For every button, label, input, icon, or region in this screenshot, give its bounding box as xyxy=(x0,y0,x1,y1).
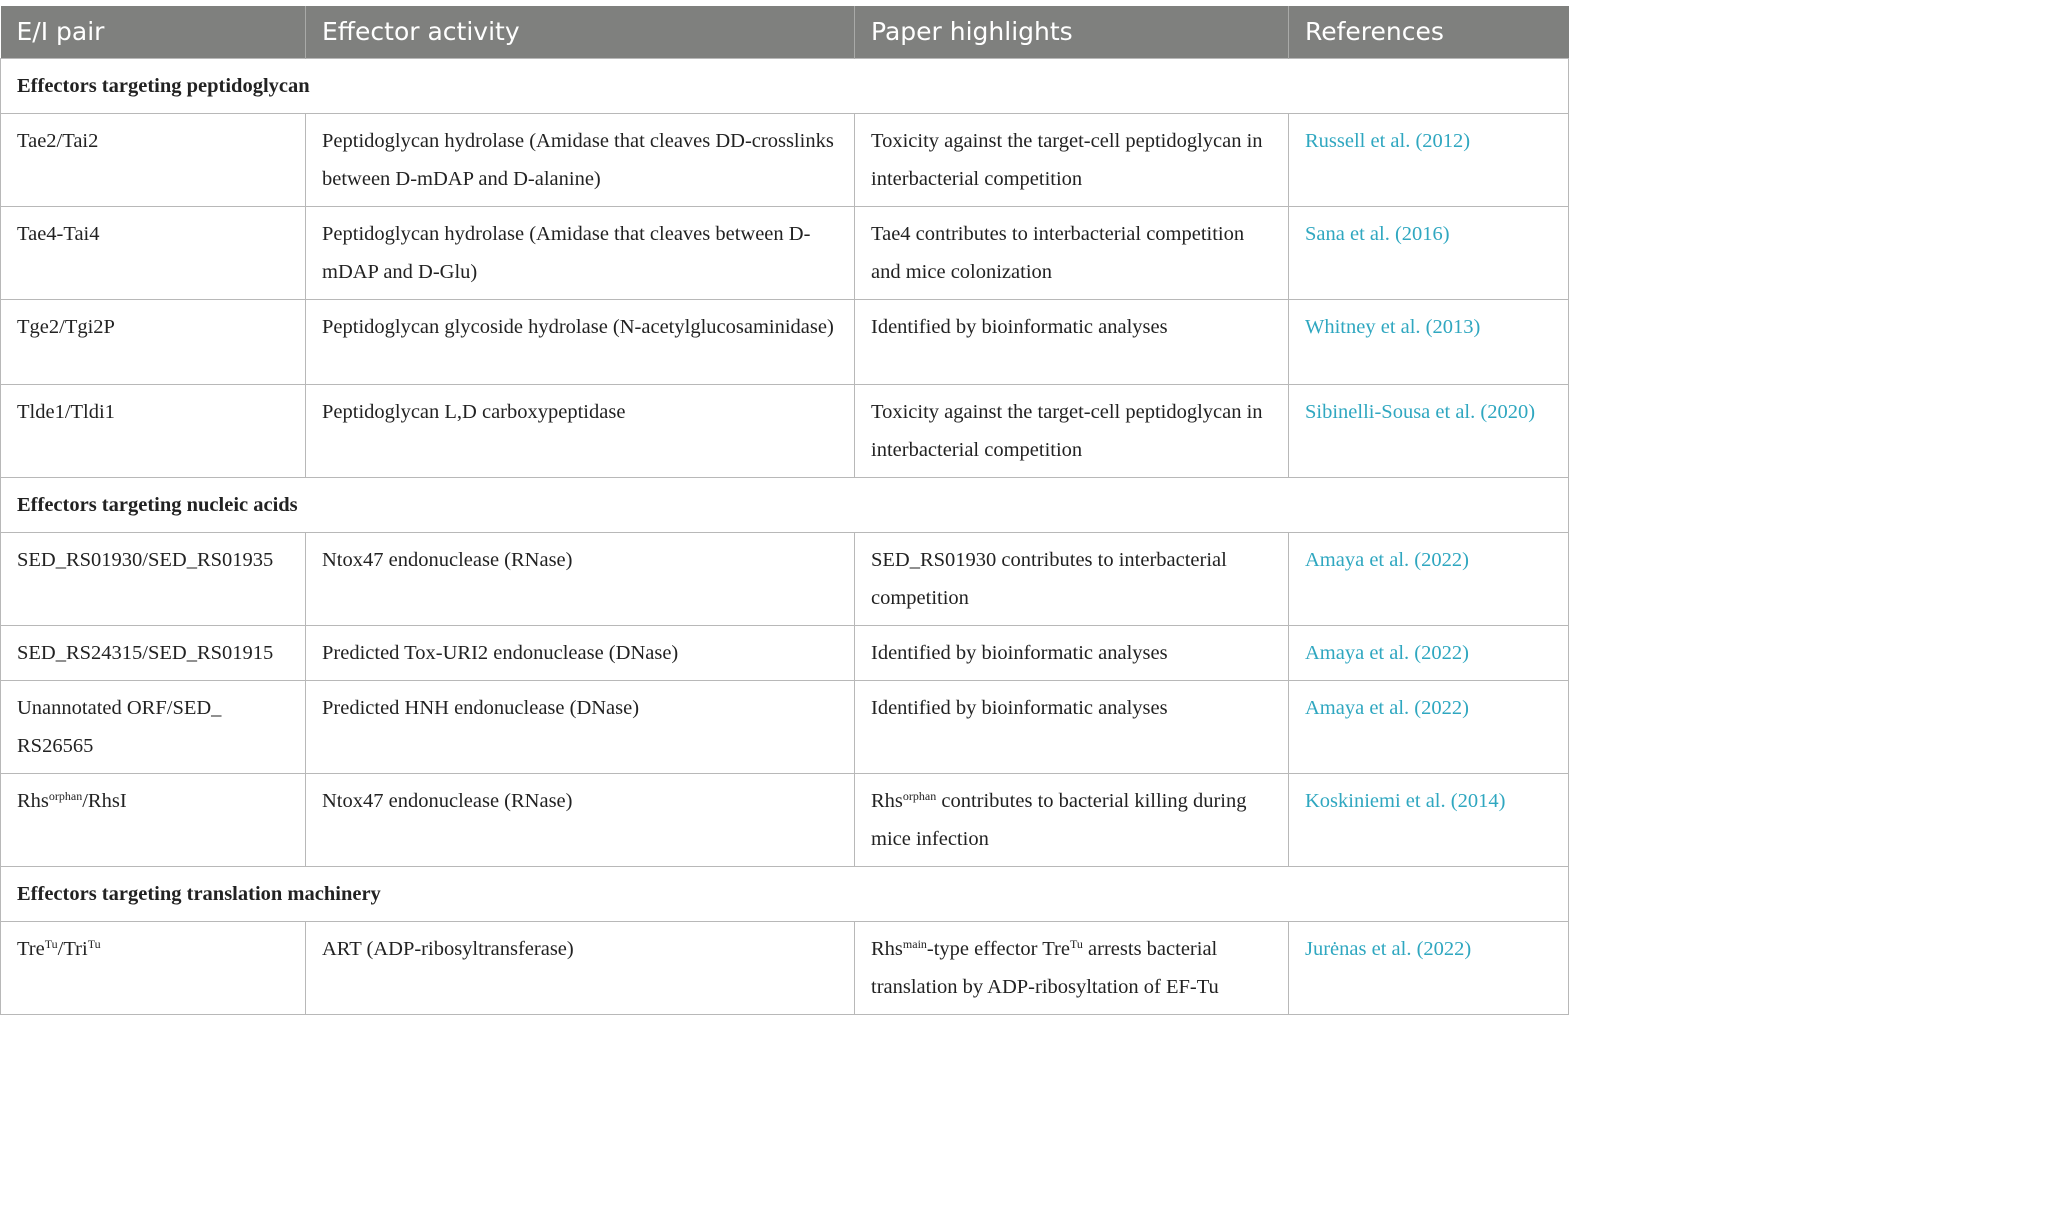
header-ei-pair: E/I pair xyxy=(1,6,306,58)
paper-highlights-cell: Identified by bioinformatic analyses xyxy=(855,299,1289,384)
table-row xyxy=(1,680,1569,773)
table-row xyxy=(1,113,1569,206)
effector-activity-cell: Predicted Tox-URI2 endonuclease (DNase) xyxy=(306,625,855,680)
table-row xyxy=(1,625,1569,680)
effector-activity-cell: Peptidoglycan L,D carboxypeptidase xyxy=(306,384,855,477)
section-row-nucleic-acids xyxy=(1,477,1569,532)
highlights-superscript-b: Tu xyxy=(1070,936,1083,951)
reference-link[interactable]: Sana et al. (2016) xyxy=(1289,206,1569,299)
ei-pair-cell: SED_RS01930/SED_RS01935 xyxy=(1,532,306,625)
ei-pair-tail: /RhsI xyxy=(82,789,127,812)
highlights-base: Rhs xyxy=(871,789,903,812)
table-row xyxy=(1,773,1569,866)
reference-link[interactable]: Sibinelli-Sousa et al. (2020) xyxy=(1289,384,1569,477)
highlights-superscript-a: main xyxy=(902,936,927,951)
section-row-peptidoglycan xyxy=(1,58,1569,113)
header-references: References xyxy=(1289,6,1569,58)
table-header-row xyxy=(1,6,1569,58)
ei-pair-part-b: /Tri xyxy=(57,937,88,960)
reference-link[interactable]: Whitney et al. (2013) xyxy=(1289,299,1569,384)
paper-highlights-cell: Toxicity against the target-cell peptidoglycan in interbacterial competition xyxy=(855,384,1289,477)
ei-pair-base: Rhs xyxy=(17,789,49,812)
header-paper-highlights: Paper highlights xyxy=(855,6,1289,58)
ei-pair-part-a: Tre xyxy=(17,937,45,960)
table-row xyxy=(1,921,1569,1014)
ei-pair-cell: Tae2/Tai2 xyxy=(1,113,306,206)
effector-activity-cell: Peptidoglycan hydrolase (Amidase that cleaves between D-mDAP and D-Glu) xyxy=(306,206,855,299)
highlights-superscript: orphan xyxy=(902,788,937,803)
effector-activity-cell: Peptidoglycan hydrolase (Amidase that cleaves DD-crosslinks between D-mDAP and D-alanine) xyxy=(306,113,855,206)
reference-link[interactable]: Koskiniemi et al. (2014) xyxy=(1289,773,1569,866)
paper-highlights-cell xyxy=(855,773,1289,866)
ei-pair-cell: Tlde1/Tldi1 xyxy=(1,384,306,477)
effector-activity-cell: ART (ADP-ribosyltransferase) xyxy=(306,921,855,1014)
reference-link[interactable]: Russell et al. (2012) xyxy=(1289,113,1569,206)
paper-highlights-cell: SED_RS01930 contributes to interbacterial competition xyxy=(855,532,1289,625)
paper-highlights-cell: Identified by bioinformatic analyses xyxy=(855,625,1289,680)
highlights-part-c: arrests bacterial translation by ADP-ribosyltation of EF-Tu xyxy=(871,937,1219,998)
effector-activity-cell: Ntox47 endonuclease (RNase) xyxy=(306,532,855,625)
highlights-part-b: -type effector Tre xyxy=(926,937,1070,960)
table-row xyxy=(1,532,1569,625)
effector-activity-cell: Peptidoglycan glycoside hydrolase (N-acetylglucosaminidase) xyxy=(306,299,855,384)
reference-link[interactable]: Amaya et al. (2022) xyxy=(1289,532,1569,625)
ei-pair-cell: SED_RS24315/SED_RS01915 xyxy=(1,625,306,680)
paper-highlights-cell xyxy=(855,921,1289,1014)
table-row xyxy=(1,384,1569,477)
effector-activity-cell: Predicted HNH endonuclease (DNase) xyxy=(306,680,855,773)
ei-pair-cell xyxy=(1,921,306,1014)
reference-link[interactable]: Amaya et al. (2022) xyxy=(1289,680,1569,773)
ei-pair-cell: Tae4-Tai4 xyxy=(1,206,306,299)
reference-link[interactable]: Amaya et al. (2022) xyxy=(1289,625,1569,680)
effector-activity-cell: Ntox47 endonuclease (RNase) xyxy=(306,773,855,866)
section-title: Effectors targeting peptidoglycan xyxy=(1,58,1569,113)
table-row xyxy=(1,206,1569,299)
ei-pair-cell xyxy=(1,773,306,866)
reference-link[interactable]: Jurėnas et al. (2022) xyxy=(1289,921,1569,1014)
section-title: Effectors targeting nucleic acids xyxy=(1,477,1569,532)
ei-pair-superscript-a: Tu xyxy=(44,936,58,951)
ei-pair-superscript: orphan xyxy=(48,788,83,803)
effector-table xyxy=(0,6,1569,1015)
section-title: Effectors targeting translation machinery xyxy=(1,866,1569,921)
ei-pair-cell: Tge2/Tgi2P xyxy=(1,299,306,384)
header-effector-activity: Effector activity xyxy=(306,6,855,58)
ei-pair-cell: Unannotated ORF/SED_ RS26565 xyxy=(1,680,306,773)
paper-highlights-cell: Tae4 contributes to interbacterial competition and mice colonization xyxy=(855,206,1289,299)
paper-highlights-cell: Toxicity against the target-cell peptidoglycan in interbacterial competition xyxy=(855,113,1289,206)
highlights-tail: contributes to bacterial killing during mice infection xyxy=(871,789,1247,850)
paper-highlights-cell: Identified by bioinformatic analyses xyxy=(855,680,1289,773)
table-row xyxy=(1,299,1569,384)
section-row-translation-machinery xyxy=(1,866,1569,921)
ei-pair-superscript-b: Tu xyxy=(87,936,101,951)
highlights-part-a: Rhs xyxy=(871,937,903,960)
